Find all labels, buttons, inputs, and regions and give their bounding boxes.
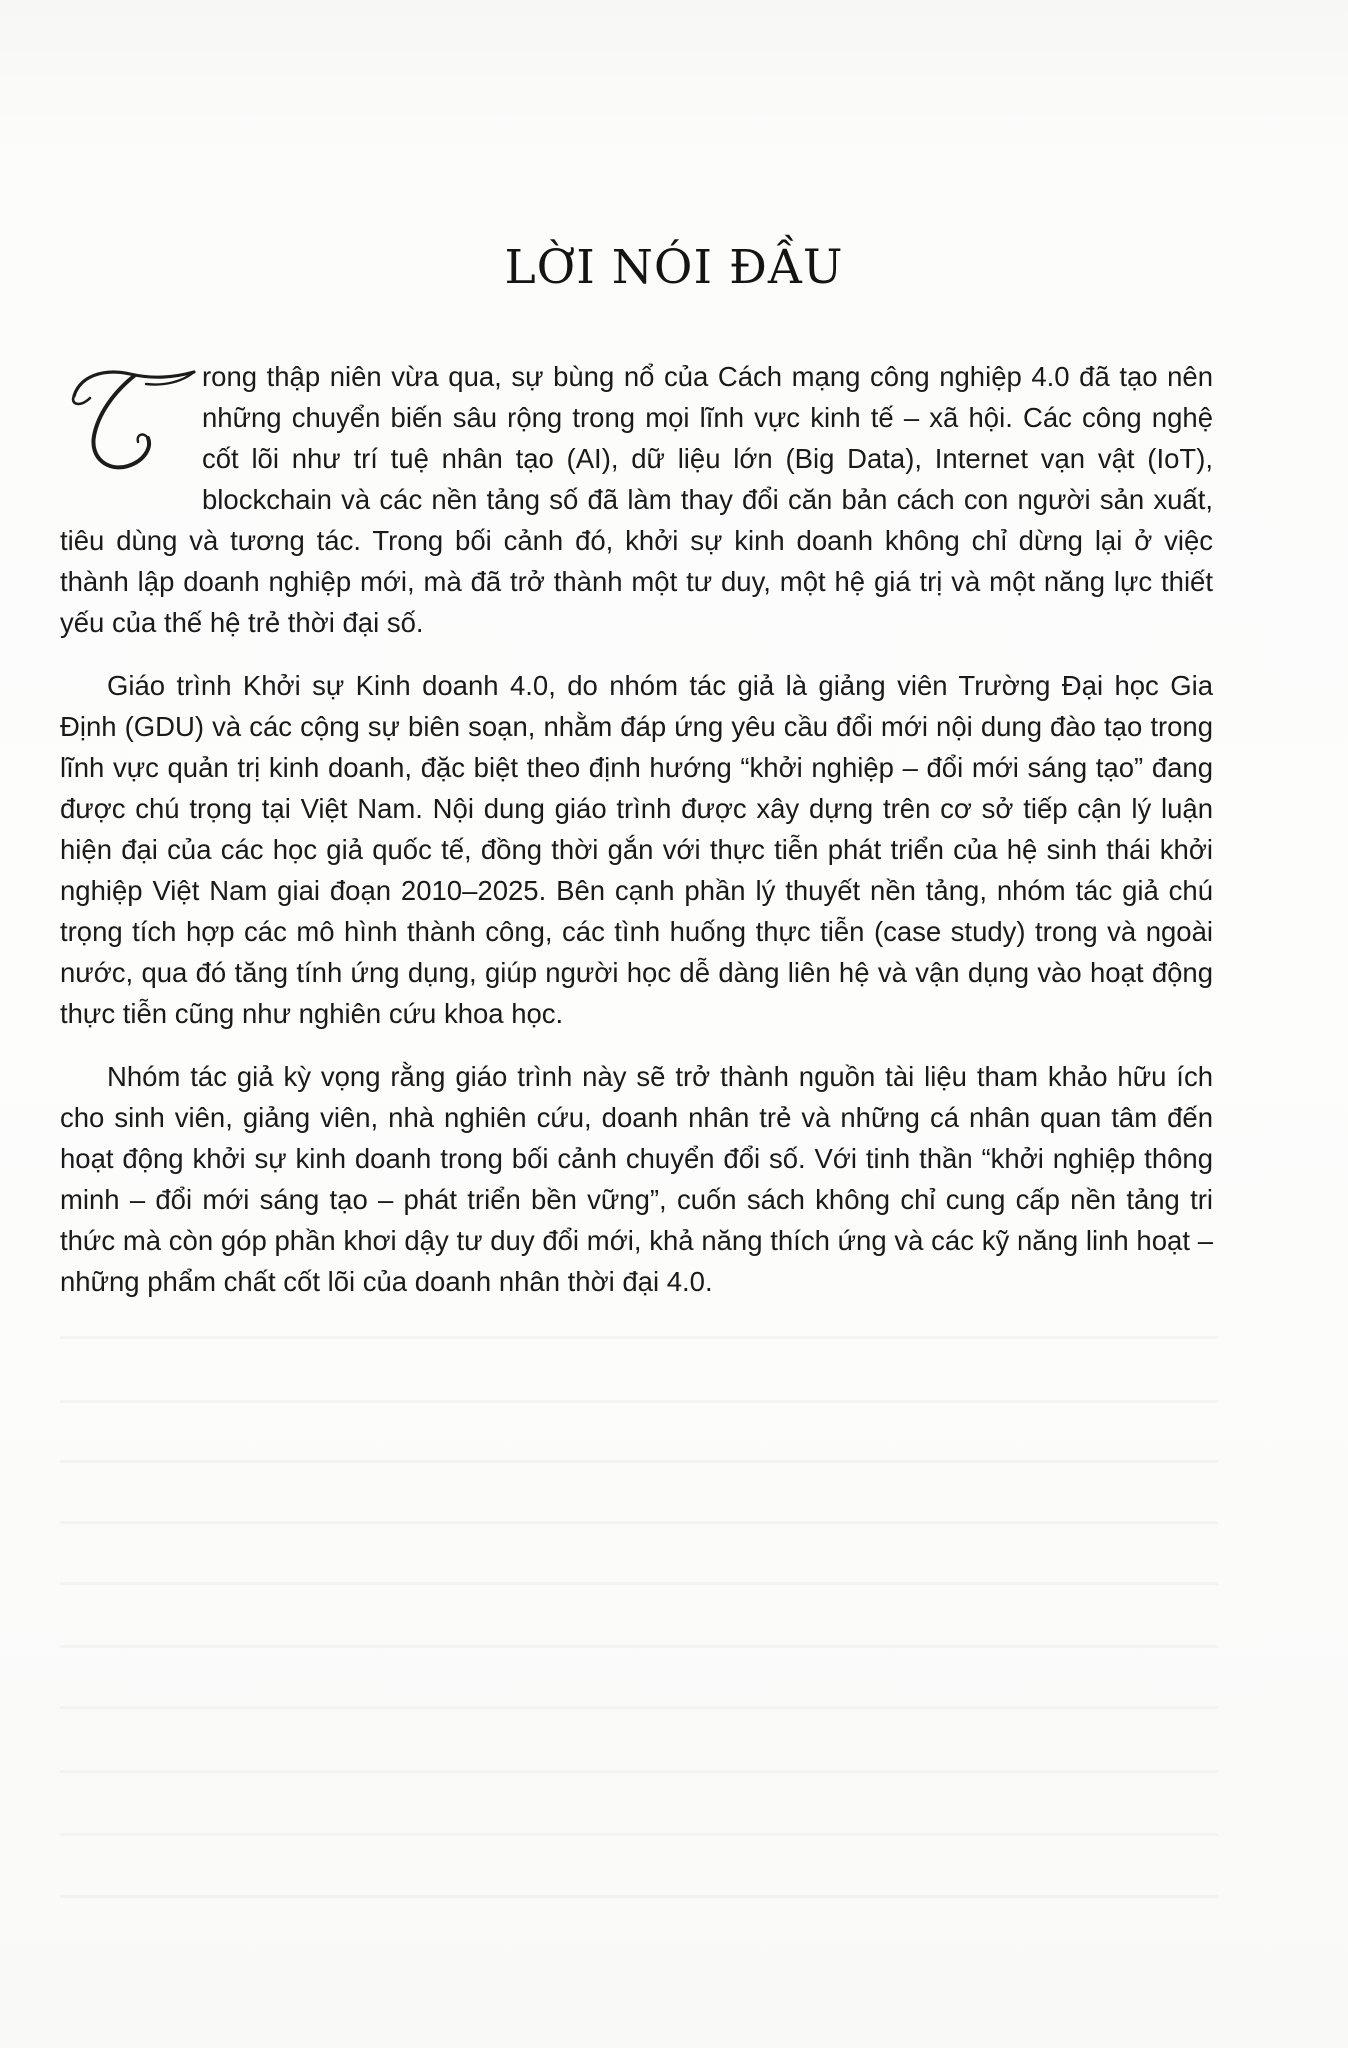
body-text [60,356,1213,1324]
bleed-through-line [60,1706,1218,1709]
bleed-through-line [60,1833,1218,1836]
bleed-through-line [60,1770,1218,1773]
bleed-through-line [60,1460,1218,1463]
bleed-through-line [60,1400,1218,1403]
bleed-through-line [60,1336,1218,1339]
bleed-through-line [60,1521,1218,1524]
paragraph-3: Nhóm tác giả kỳ vọng rằng giáo trình này sẽ trở thành nguồn tài liệu tham khảo hữu ích cho sinh viên, giảng viên, nhà nghiên cứu, doanh nhân trẻ và những cá nhân quan tâm đến hoạt động khởi sự kinh doanh trong bối cảnh chuyển đổi số. Với tinh thần “khởi nghiệp thông minh – đổi mới sáng tạo – phát triển bền vững”, cuốn sách không chỉ cung cấp nền tảng tri thức mà còn góp phần khơi dậy tư duy đổi mới, khả năng thích ứng và các kỹ năng linh hoạt – những phẩm chất cốt lõi của doanh nhân thời đại 4.0. [60,1061,1213,1297]
paragraph-1-text: rong thập niên vừa qua, sự bùng nổ của Cách mạng công nghiệp 4.0 đã tạo nên những chuyển biến sâu rộng trong mọi lĩnh vực kinh tế – xã hội. Các công nghệ cốt lõi như trí tuệ nhân tạo (AI), dữ liệu lớn (Big Data), Internet vạn vật (IoT), blockchain và các nền tảng số đã làm thay đổi căn bản cách con người sản xuất, tiêu dùng và tương tác. Trong bối cảnh đó, khởi sự kinh doanh không chỉ dừng lại ở việc thành lập doanh nghiệp mới, mà đã trở thành một tư duy, một hệ giá trị và một năng lực thiết yếu của thế hệ trẻ thời đại số. [60,361,1213,638]
paragraph-2: Giáo trình Khởi sự Kinh doanh 4.0, do nhóm tác giả là giảng viên Trường Đại học Gia Định (GDU) và các cộng sự biên soạn, nhằm đáp ứng yêu cầu đổi mới nội dung đào tạo trong lĩnh vực quản trị kinh doanh, đặc biệt theo định hướng “khởi nghiệp – đổi mới sáng tạo” đang được chú trọng tại Việt Nam. Nội dung giáo trình được xây dựng trên cơ sở tiếp cận lý luận hiện đại của các học giả quốc tế, đồng thời gắn với thực tiễn phát triển của hệ sinh thái khởi nghiệp Việt Nam giai đoạn 2010–2025. Bên cạnh phần lý thuyết nền tảng, nhóm tác giả chú trọng tích hợp các mô hình thành công, các tình huống thực tiễn (case study) trong và ngoài nước, qua đó tăng tính ứng dụng, giúp người học dễ dàng liên hệ và vận dụng vào hoạt động thực tiễn cũng như nghiên cứu khoa học. [60,670,1213,1029]
page-title: LỜI NÓI ĐẦU [504,240,844,295]
drop-cap [60,358,198,480]
bleed-through-line [60,1645,1218,1648]
bleed-through-line [60,1582,1218,1585]
drop-cap-t-glyph [60,358,198,480]
bleed-through-line [60,1895,1218,1898]
paragraph-1 [60,356,1213,643]
